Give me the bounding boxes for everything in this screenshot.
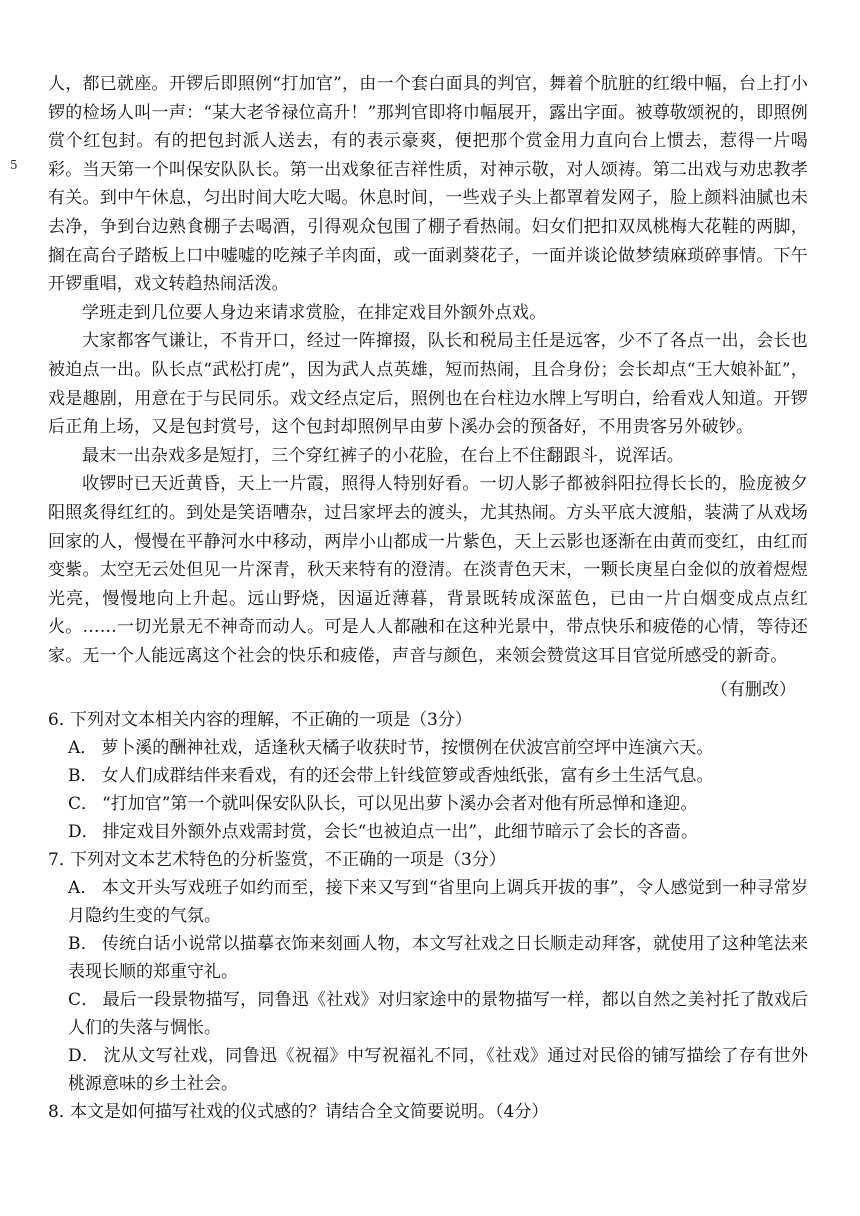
option-letter: A．	[68, 878, 98, 899]
question-stem	[48, 706, 808, 734]
exam-page	[48, 70, 808, 1126]
passage-paragraph-5: 收锣时已天近黄昏，天上一片霞，照得人特别好看。一切人影子都被斜阳拉得长长的，脸庞被夕阳照炙得红红的。到处是笑语嘈杂，过吕家坪去的渡头，尤其热闹。方头平底大渡船，装满了从戏场回家的人，慢慢在平静河水中移动，两岸小山都成一片紫色，天上云影也逐渐在由黄而变红，由红而变紫。太空无云处但见一片深青，秋天来特有的澄清。在淡青色天末，一颗长庚星白金似的放着煜煜光亮，慢慢地向上升起。远山野烧，因逼近薄暮，背景既转成深蓝色，已由一片白烟变成点点红火。……一切光景无不神奇而动人。可是人人都融和在这种光景中，带点快乐和疲倦的心情，等待还家。无一个人能远离这个社会的快乐和疲倦，声音与颜色，来领会赞赏这耳目官觉所感受的新奇。	[48, 474, 808, 666]
option-letter: A．	[68, 738, 98, 759]
option-text: 传统白话小说常以描摹衣饰来刻画人物，本文写社戏之日长顺走动拜客，就使用了这种笔法来表现长顺的郑重守礼。	[68, 934, 808, 983]
passage-paragraph-3: 大家都客气谦让，不肯开口，经过一阵撺掇，队长和税局主任是远客，少不了各点一出，会长也被迫点一出。队长点“武松打虎”，因为武人点英雄，短而热闹，且合身份；会长却点“王大娘补缸”，戏是趣剧，用意在于与民同乐。戏文经点定后，照例也在台柱边水牌上写明白，给看戏人知道。开锣后正角上场，又是包封赏号，这个包封却照例早由萝卜溪办会的预备好，不用贵客另外破钞。	[48, 331, 808, 438]
option-text: 萝卜溪的酬神社戏，适逢秋天橘子收获时节，按惯例在伏波宫前空坪中连演六天。	[101, 738, 714, 759]
question-text: 本文是如何描写社戏的仪式感的？请结合全文简要说明。（4分）	[70, 1102, 549, 1123]
question-number: 7．	[48, 850, 76, 871]
option-letter: C．	[68, 990, 99, 1011]
question-8	[48, 1098, 808, 1126]
option-text: 排定戏目外额外点戏需封赏，会长“也被迫点一出”，此细节暗示了会长的吝啬。	[102, 822, 699, 843]
reading-passage	[48, 70, 808, 704]
margin-mark: 5	[10, 158, 18, 172]
option-a	[68, 874, 808, 930]
source-note: （有删改）	[711, 680, 796, 701]
option-c	[68, 790, 808, 818]
option-text: “打加官”第一个就叫保安队队长，可以见出萝卜溪办会者对他有所忌惮和逢迎。	[102, 794, 698, 815]
question-stem	[48, 1098, 808, 1126]
question-number: 8．	[48, 1102, 76, 1123]
question-7	[48, 846, 808, 1098]
option-d	[68, 818, 808, 846]
option-d	[68, 1042, 808, 1098]
passage-paragraph-4: 最末一出杂戏多是短打，三个穿红裤子的小花脸，在台上不住翻跟斗，说浑话。	[82, 445, 684, 466]
option-letter: B．	[68, 934, 98, 955]
option-letter: B．	[68, 766, 98, 787]
option-text: 本文开头写戏班子如约而至，接下来又写到“省里向上调兵开拔的事”，令人感觉到一种寻常岁月隐约生变的气氛。	[68, 878, 808, 927]
option-text: 沈从文写社戏，同鲁迅《祝福》中写祝福礼不同，《社戏》通过对民俗的铺写描绘了存有世外桃源意味的乡土社会。	[68, 1046, 808, 1095]
option-letter: D．	[68, 822, 99, 843]
option-letter: D．	[68, 1046, 100, 1067]
passage-paragraph-2: 学班走到几位要人身边来请求赏脸，在排定戏目外额外点戏。	[82, 302, 547, 323]
question-text: 下列对文本艺术特色的分析鉴赏，不正确的一项是（3分）	[70, 850, 506, 871]
option-b	[68, 762, 808, 790]
question-text: 下列对文本相关内容的理解，不正确的一项是（3分）	[70, 710, 472, 731]
option-text: 最后一段景物描写，同鲁迅《社戏》对归家途中的景物描写一样，都以自然之美衬托了散戏后人们的失落与惆怅。	[68, 990, 808, 1039]
option-text: 女人们成群结伴来看戏，有的还会带上针线笸箩或香烛纸张，富有乡土生活气息。	[101, 766, 714, 787]
passage-paragraph-1: 人，都已就座。开锣后即照例“打加官”，由一个套白面具的判官，舞着个肮脏的红缎中幅，台上打小锣的检场人叫一声：“某大老爷禄位高升！”那判官即将巾幅展开，露出字面。被尊敬颂祝的，即照例赏个红包封。有的把包封派人送去，有的表示豪爽，便把那个赏金用力直向台上惯去，惹得一片喝彩。当天第一个叫保安队队长。第一出戏象征吉祥性质，对神示敬，对人颂祷。第二出戏与劝忠教孝有关。到中午休息，匀出时间大吃大喝。休息时间，一些戏子头上都罩着发网子，脸上颜料油腻也未去净，争到台边熟食棚子去喝酒，引得观众包围了棚子看热闹。妇女们把扣双凤桃梅大花鞋的两脚，搁在高台子踏板上口中嘘嘘的吃辣子羊肉面，或一面剥葵花子，一面并谈论做梦绩麻琐碎事情。下午开锣重唱，戏文转趋热闹活泼。	[48, 74, 808, 295]
question-stem	[48, 846, 808, 874]
option-c	[68, 986, 808, 1042]
questions-section	[48, 706, 808, 1126]
option-a	[68, 734, 808, 762]
question-number: 6．	[48, 710, 76, 731]
question-6	[48, 706, 808, 846]
option-letter: C．	[68, 794, 99, 815]
option-b	[68, 930, 808, 986]
